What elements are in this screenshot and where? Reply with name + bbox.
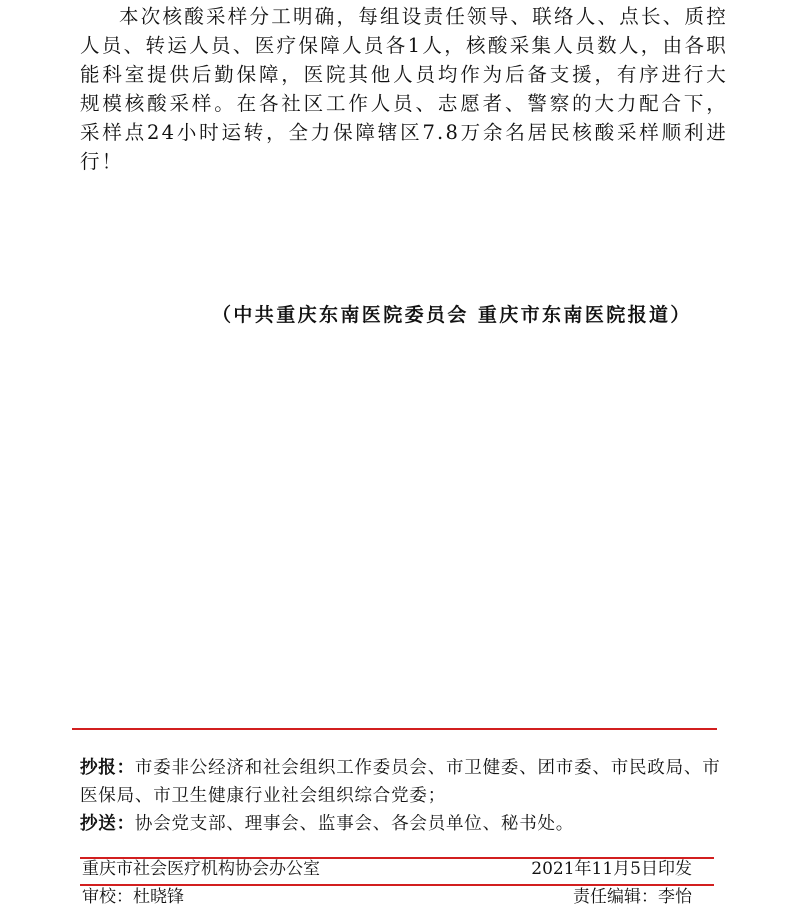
article-paragraph: 本次核酸采样分工明确，每组设责任领导、联络人、点长、质控人员、转运人员、医疗保障人员各1人，核酸采集人员数人，由各职能科室提供后勤保障，医院其他人员均作为后备支援，有序进行大规模核酸采样。在各社区工作人员、志愿者、警察的大力配合下，采样点24小时运转，全力保障辖区7.8万余名居民核酸采样顺利进行！ [80,5,728,173]
issue-date: 2021年11月5日印发 [531,859,692,879]
report-to-line [80,754,728,810]
copy-to-label: 抄送： [80,814,135,834]
article-signature: （中共重庆东南医院委员会 重庆市东南医院报道） [212,304,692,326]
distribution-top-rule [72,728,717,730]
editor: 责任编辑：李怡 [573,887,692,907]
issuer-name: 重庆市社会医疗机构协会办公室 [82,859,320,879]
proofreader: 审校：杜晓锋 [82,887,184,907]
report-to-recipients: 市委非公经济和社会组织工作委员会、市卫健委、团市委、市民政局、市医保局、市卫生健康行业社会组织综合党委； [80,758,721,806]
distribution-block [80,754,728,838]
copy-to-recipients: 协会党支部、理事会、监事会、各会员单位、秘书处。 [134,814,575,834]
report-to-label: 抄报： [80,758,135,778]
copy-to-line [80,810,728,838]
